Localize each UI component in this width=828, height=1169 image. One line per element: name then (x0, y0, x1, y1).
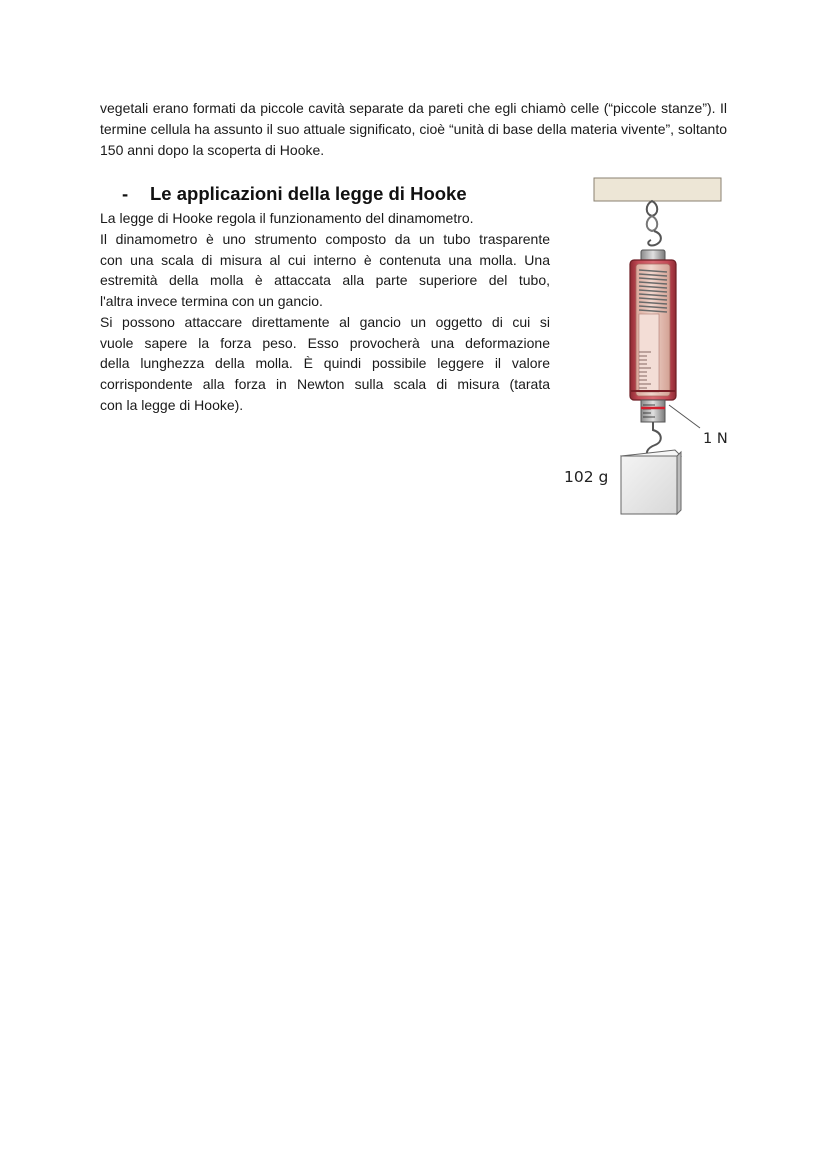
body-line: estremità della molla è attaccata alla parte superiore del tubo, (100, 272, 550, 289)
heading-title: Le applicazioni della legge di Hooke (150, 183, 467, 204)
body-line: La legge di Hooke regola il funzionamento del dinamometro. (100, 210, 474, 226)
top-hook (647, 201, 661, 245)
dynamometer-illustration (555, 172, 745, 522)
section-heading (122, 181, 467, 207)
force-label: 1 N (703, 431, 728, 447)
section-body (100, 208, 550, 416)
body-line: con una scala di misura al cui interno è contenuta una molla. Una (100, 251, 550, 268)
ceiling-support (594, 178, 721, 201)
body-line: Il dinamometro è uno strumento composto da un tubo trasparente (100, 230, 550, 247)
body-line: Si possono attaccare direttamente al gancio un oggetto di cui si (100, 313, 550, 330)
body-line: con la legge di Hooke). (100, 396, 244, 413)
dynamometer-figure (555, 172, 745, 522)
body-line: corrispondente alla forza in Newton sulla scala di misura (tarata (100, 376, 550, 392)
body-line: l'altra invece termina con un gancio. (100, 293, 323, 309)
pull-scale (641, 400, 665, 422)
heading-bullet: - (122, 183, 129, 204)
body-line: della lunghezza della molla. È quindi possibile leggere il valore (100, 355, 550, 372)
intro-paragraph: vegetali erano formati da piccole cavità separate da pareti che egli chiamò celle (“piccole stanze”). Il termine cellula ha assunto il suo attuale significato, cioè “unità di base della materia vivente”, soltanto 150 anni dopo la scoperta di Hooke. (100, 100, 727, 158)
force-pointer-line (669, 405, 700, 428)
body-line: vuole sapere la forza peso. Esso provocherà una deformazione (100, 334, 550, 351)
mass-label: 102 g (564, 468, 609, 486)
mass-block (621, 450, 681, 514)
